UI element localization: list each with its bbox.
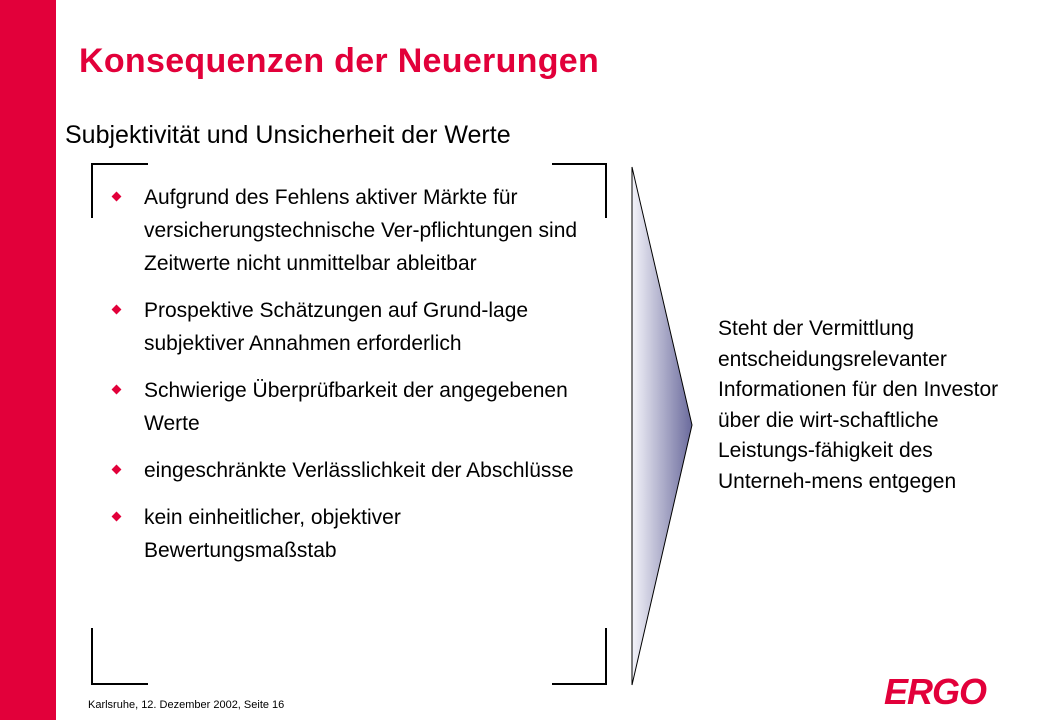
bullet-item (111, 294, 591, 360)
bullet-text: kein einheitlicher, objektiver Bewertungsmaßstab (144, 506, 401, 562)
footer-text: Karlsruhe, 12. Dezember 2002, Seite 16 (88, 699, 285, 711)
diamond-bullet-icon (112, 465, 122, 475)
diamond-bullet-icon (112, 512, 122, 522)
conclusion-text: Steht der Vermittlung entscheidungsrelevanter Informationen für den Investor über die wirt-schaftliche Leistungs-fähigkeit des Unterneh-mens entgegen (718, 317, 999, 493)
bullet-text: Prospektive Schätzungen auf Grund-lage subjektiver Annahmen erforderlich (144, 299, 529, 355)
slide-subtitle: Subjektivität und Unsicherheit der Werte (65, 121, 511, 149)
bullet-text: Aufgrund des Fehlens aktiver Märkte für versicherungstechnische Ver-pflichtungen sind Zeitwerte nicht unmittelbar ableitbar (144, 186, 578, 275)
diamond-bullet-icon (112, 385, 122, 395)
bullet-list (111, 181, 591, 581)
brand-sidebar-bar (0, 0, 56, 720)
bullet-item (111, 501, 591, 567)
bullet-item (111, 454, 591, 487)
arrow-chevron-icon (630, 165, 694, 687)
bullet-item (111, 374, 591, 440)
ergo-logo: ERGO (884, 671, 987, 712)
diamond-bullet-icon (112, 192, 122, 202)
slide-title: Konsequenzen der Neuerungen (79, 42, 600, 80)
bullet-item (111, 181, 591, 280)
bullet-text: Schwierige Überprüfbarkeit der angegebenen Werte (144, 379, 568, 435)
bullet-text: eingeschränkte Verlässlichkeit der Abschlüsse (144, 459, 574, 482)
diamond-bullet-icon (112, 305, 122, 315)
